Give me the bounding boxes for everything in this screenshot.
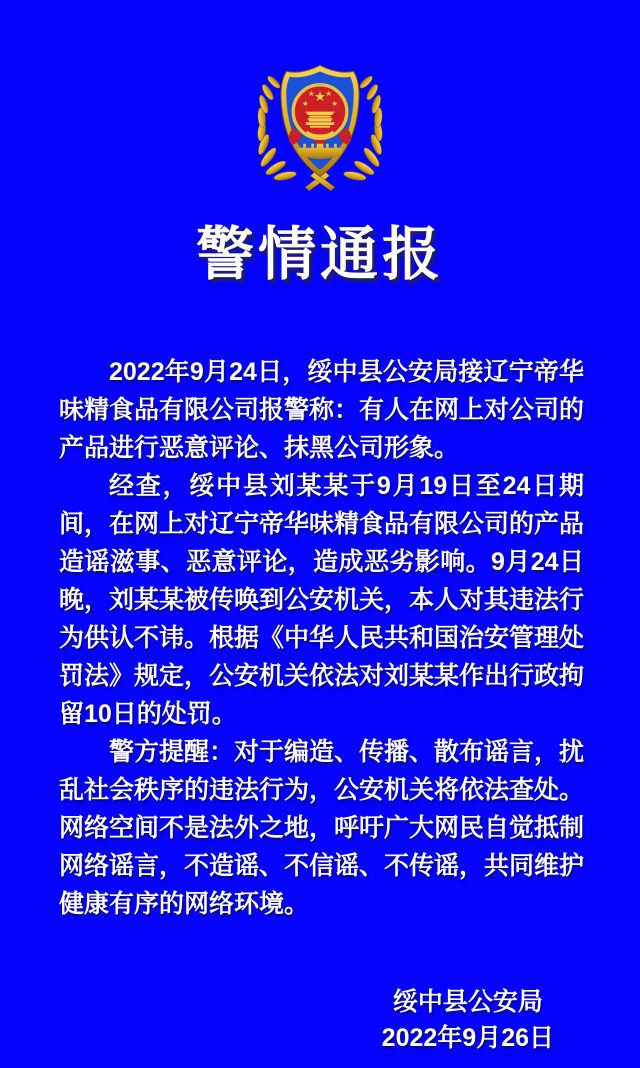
notice-body: [59, 353, 584, 923]
police-badge-icon: [246, 58, 394, 192]
small-star-icon: ★: [331, 99, 339, 109]
national-emblem-icon: [289, 85, 351, 145]
small-star-icon: ★: [325, 89, 333, 99]
signature-issuer: 绥中县公安局: [392, 988, 543, 1016]
big-star-icon: ★: [313, 89, 327, 105]
signature-date: 2022年9月26日: [381, 1024, 554, 1052]
small-star-icon: ★: [301, 99, 309, 109]
paragraph-reminder: 警方提醒：对于编造、传播、散布谣言，扰乱社会秩序的违法行为，公安机关将依法查处。网络空间不是法外之地，呼吁广大网民自觉抵制网络谣言，不造谣、不信谣、不传谣，共同维护健康有序的网络环境。: [59, 738, 585, 918]
police-badge: [246, 58, 394, 192]
paragraph-investigation: 经查，绥中县刘某某于9月19日至24日期间，在网上对辽宁帝华味精食品有限公司的产品造谣滋事、恶意评论，造成恶劣影响。9月24日晚，刘某某被传唤到公安机关，本人对其违法行为供认不讳。根据《中华人民共和国治安管理处罚法》规定，公安机关依法对刘某某作出行政拘留10日的处罚。: [59, 472, 585, 728]
notice-title: 警情通报: [195, 222, 444, 287]
small-star-icon: ★: [307, 89, 315, 99]
paragraph-report: 2022年9月24日，绥中县公安局接辽宁帝华味精食品有限公司报警称：有人在网上对公司的产品进行恶意评论、抹黑公司形象。: [59, 358, 585, 462]
signature-block: [382, 984, 554, 1056]
